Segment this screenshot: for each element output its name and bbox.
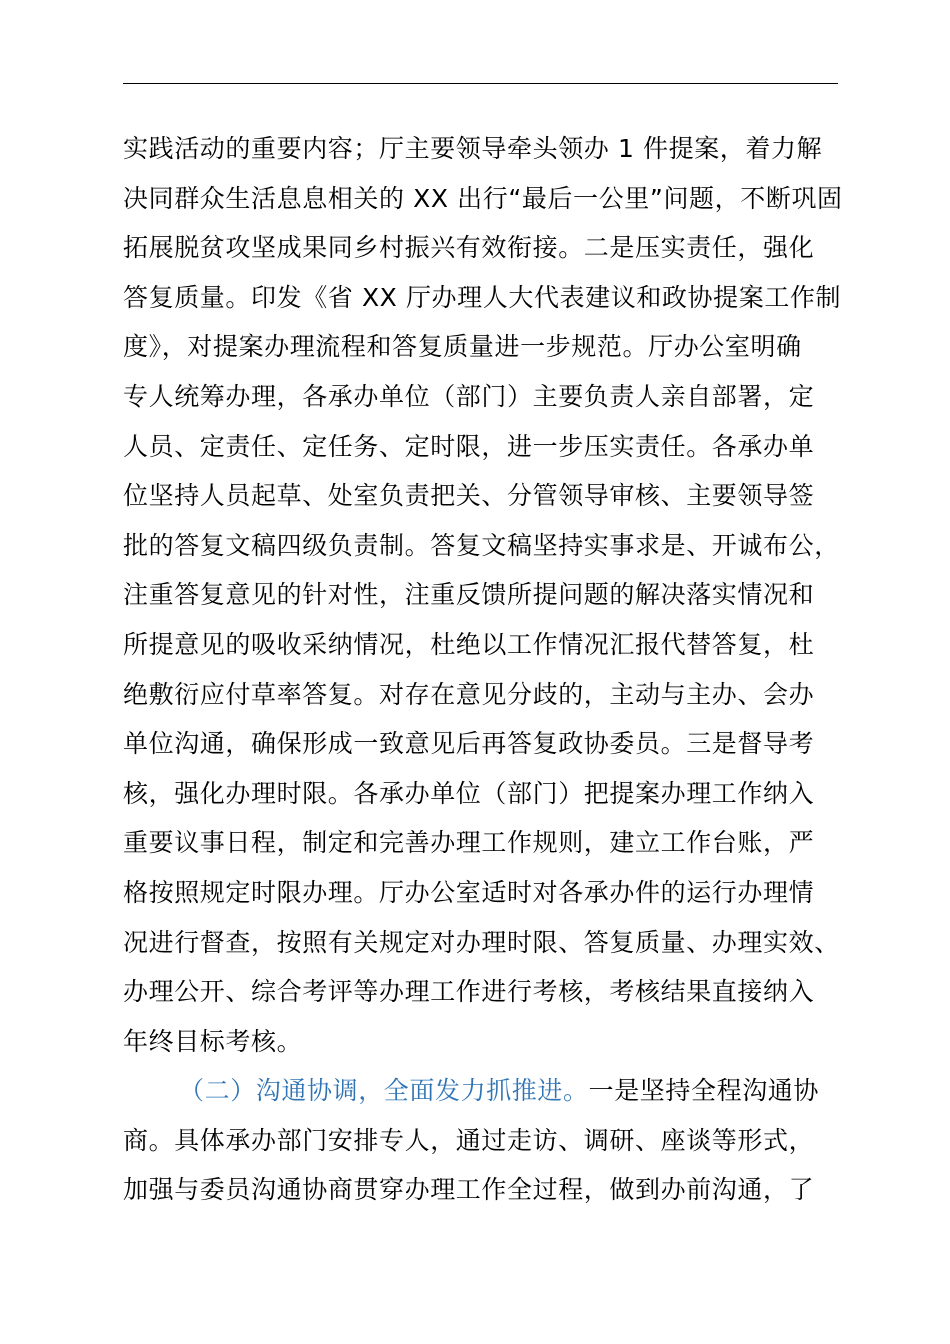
paragraph-line: 注重答复意见的针对性，注重反馈所提问题的解决落实情况和 xyxy=(123,580,815,610)
paragraph-line: 绝敷衍应付草率答复。对存在意见分歧的，主动与主办、会办 xyxy=(123,679,815,709)
paragraph-line: 所提意见的吸收采纳情况，杜绝以工作情况汇报代替答复，杜 xyxy=(123,629,815,659)
section-heading-line xyxy=(123,1066,863,1116)
paragraph-line: 人员、定责任、定任务、定时限，进一步压实责任。各承办单 xyxy=(123,431,815,461)
paragraph-line: 商。具体承办部门安排专人，通过走访、调研、座谈等形式， xyxy=(123,1125,815,1155)
paragraph-line: 办理公开、综合考评等办理工作进行考核，考核结果直接纳入 xyxy=(123,977,815,1007)
body-text xyxy=(123,124,863,1215)
paragraph-line: 拓展脱贫攻坚成果同乡村振兴有效衔接。二是压实责任，强化 xyxy=(123,233,815,263)
paragraph-line: 单位沟通，确保形成一致意见后再答复政协委员。三是督导考 xyxy=(123,729,815,759)
paragraph-line: 答复质量。印发《省 XX 厅办理人大代表建议和政协提案工作制 xyxy=(123,282,842,312)
paragraph-line: 格按照规定时限办理。厅办公室适时对各承办件的运行办理情 xyxy=(123,877,815,907)
paragraph-line: 加强与委员沟通协商贯穿办理工作全过程，做到办前沟通，了 xyxy=(123,1175,815,1205)
paragraph-line: 年终目标考核。 xyxy=(123,1026,303,1056)
section-heading: （二）沟通协调，全面发力抓推进。 xyxy=(179,1076,589,1106)
paragraph-line: 实践活动的重要内容；厅主要领导牵头领办 1 件提案，着力解 xyxy=(123,134,823,163)
paragraph-line: 位坚持人员起草、处室负责把关、分管领导审核、主要领导签 xyxy=(123,481,815,511)
paragraph-line: 重要议事日程，制定和完善办理工作规则，建立工作台账，严 xyxy=(123,828,815,858)
paragraph-line: 决同群众生活息息相关的 XX 出行“最后一公里”问题，不断巩固 xyxy=(123,183,843,213)
section-heading-continuation: 一是坚持全程沟通协 xyxy=(588,1076,820,1106)
paragraph-line: 批的答复文稿四级负责制。答复文稿坚持实事求是、开诚布公， xyxy=(123,530,840,560)
paragraph-line: 核，强化办理时限。各承办单位（部门）把提案办理工作纳入 xyxy=(123,778,815,808)
header-rule xyxy=(123,83,838,84)
paragraph-line: 度》，对提案办理流程和答复质量进一步规范。厅办公室明确 xyxy=(123,332,802,362)
paragraph-line: 专人统筹办理，各承办单位（部门）主要负责人亲自部署，定 xyxy=(123,381,815,411)
paragraph-line: 况进行督查，按照有关规定对办理时限、答复质量、办理实效、 xyxy=(123,927,840,957)
